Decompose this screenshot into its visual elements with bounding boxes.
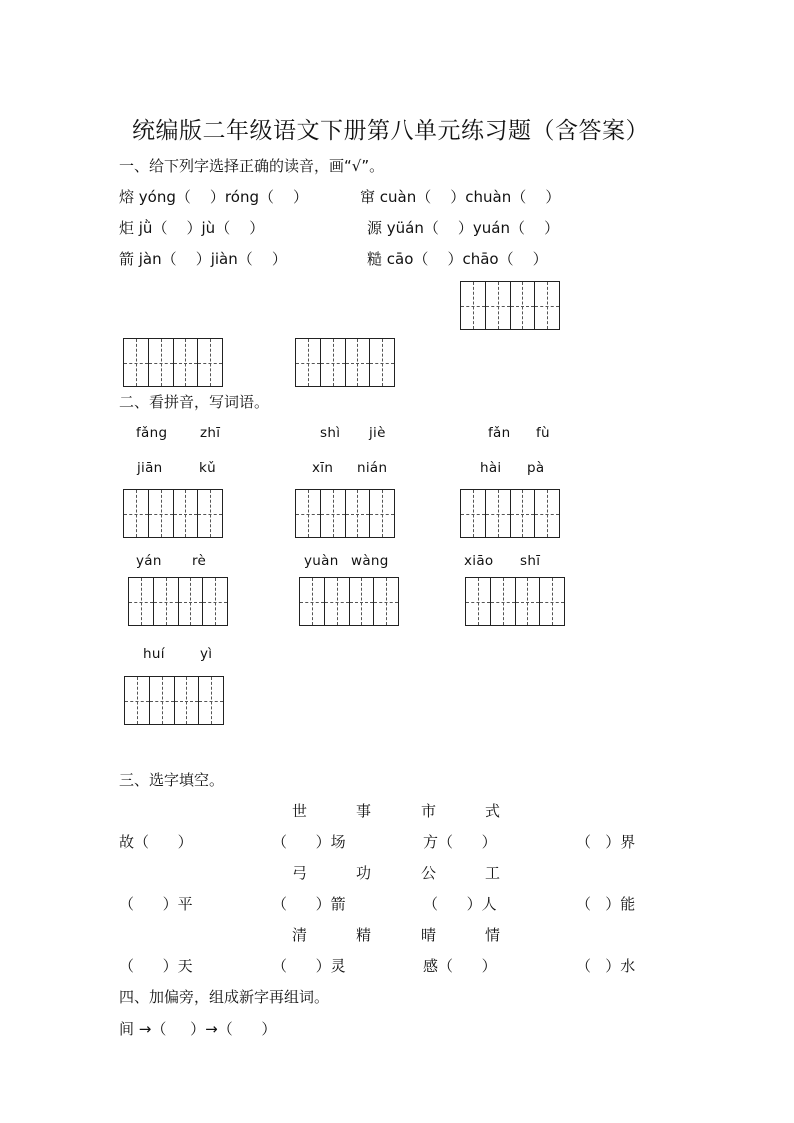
fill-item: （ ）天 (119, 957, 193, 975)
pinyin: fǎn (488, 425, 511, 441)
option-char: 世 (292, 802, 308, 820)
option-char: 式 (485, 802, 501, 820)
writing-grid[interactable] (465, 577, 565, 626)
writing-grid[interactable] (124, 676, 224, 725)
fill-item: （ ）人 (423, 895, 497, 913)
option-char: 弓 (292, 864, 308, 882)
option-char: 事 (356, 802, 372, 820)
option-char: 市 (421, 802, 437, 820)
fill-item: （ ）能 (576, 895, 636, 913)
fill-item: （ ）水 (576, 957, 636, 975)
section4-line: 间 →（ ）→（ ） (119, 1020, 277, 1038)
pinyin: pà (527, 460, 545, 476)
option-char: 功 (356, 864, 372, 882)
writing-grid[interactable] (123, 489, 223, 538)
fill-item: （ ）界 (576, 833, 636, 851)
writing-grid[interactable] (460, 281, 560, 330)
pinyin: fù (536, 425, 550, 441)
writing-grid[interactable] (295, 338, 395, 387)
pinyin: shì (320, 425, 341, 441)
pinyin: hài (480, 460, 502, 476)
pinyin: huí (143, 646, 165, 662)
section4-heading: 四、加偏旁，组成新字再组词。 (119, 988, 330, 1006)
fill-item: 方（ ） (423, 833, 497, 851)
s1-row1-right: 窜 cuàn（ ）chuàn（ ） (360, 188, 561, 206)
option-char: 情 (485, 926, 501, 944)
pinyin: kǔ (199, 460, 216, 476)
option-char: 公 (421, 864, 437, 882)
section2-heading: 二、看拼音，写词语。 (119, 393, 270, 411)
writing-grid[interactable] (128, 577, 228, 626)
fill-item: （ ）平 (119, 895, 193, 913)
fill-item: （ ）灵 (272, 957, 346, 975)
option-char: 精 (356, 926, 372, 944)
writing-grid[interactable] (460, 489, 560, 538)
fill-item: 故（ ） (119, 833, 193, 851)
s1-row3-left: 箭 jàn（ ）jiàn（ ） (119, 250, 287, 268)
writing-grid[interactable] (295, 489, 395, 538)
pinyin: yán (136, 553, 162, 569)
option-char: 清 (292, 926, 308, 944)
pinyin: zhī (200, 425, 221, 441)
pinyin: fǎng (136, 425, 168, 441)
fill-item: （ ）场 (272, 833, 346, 851)
fill-item: 感（ ） (423, 957, 497, 975)
s1-row1-left: 熔 yóng（ ）róng（ ） (119, 188, 309, 206)
option-char: 晴 (421, 926, 437, 944)
writing-grid[interactable] (299, 577, 399, 626)
option-char: 工 (485, 864, 501, 882)
pinyin: yuàn (304, 553, 339, 569)
writing-grid[interactable] (123, 338, 223, 387)
pinyin: xiāo (464, 553, 494, 569)
pinyin: jiān (137, 460, 163, 476)
pinyin: wàng (351, 553, 389, 569)
s1-row3-right: 糙 cāo（ ）chāo（ ） (367, 250, 548, 268)
section3-heading: 三、选字填空。 (119, 771, 225, 789)
pinyin: jiè (369, 425, 386, 441)
pinyin: nián (357, 460, 388, 476)
pinyin: rè (192, 553, 207, 569)
s1-row2-left: 炬 jǜ（ ）jù（ ） (119, 219, 265, 237)
pinyin: yì (200, 646, 213, 662)
pinyin: xīn (312, 460, 334, 476)
section1-heading: 一、给下列字选择正确的读音，画“√”。 (119, 157, 385, 175)
pinyin: shī (520, 553, 541, 569)
page-title: 统编版二年级语文下册第八单元练习题（含答案） (132, 118, 649, 144)
fill-item: （ ）箭 (272, 895, 346, 913)
s1-row2-right: 源 yüán（ ）yuán（ ） (367, 219, 560, 237)
